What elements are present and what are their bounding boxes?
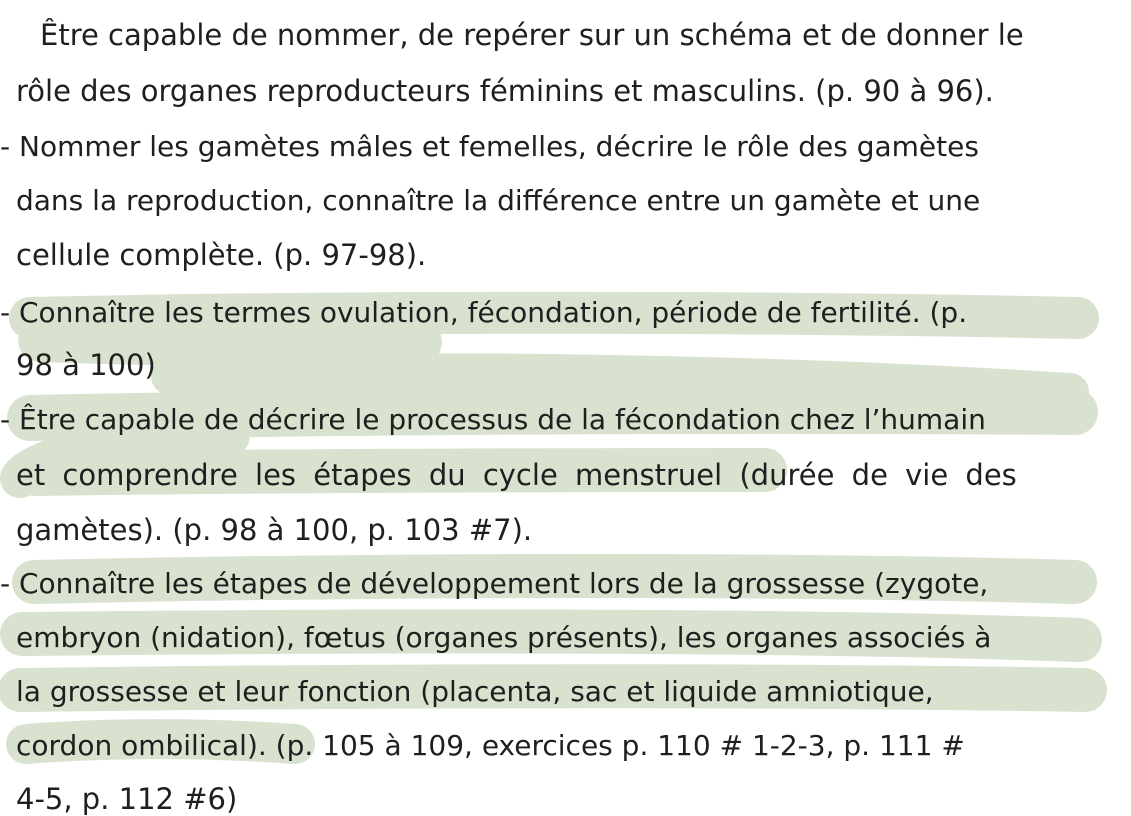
text-line: 98 à 100) [16, 348, 156, 382]
text-line: - Être capable de décrire le processus de la fécondation chez l’humain [0, 403, 986, 436]
text-line: embryon (nidation), fœtus (organes présents), les organes associés à [16, 621, 992, 654]
text-line: cordon ombilical). (p. 105 à 109, exercices p. 110 # 1-2-3, p. 111 # [16, 729, 965, 762]
text-line: la grossesse et leur fonction (placenta, sac et liquide amniotique, [16, 675, 934, 708]
text-line: rôle des organes reproducteurs féminins et masculins. (p. 90 à 96). [16, 74, 994, 108]
text-line: - Connaître les termes ovulation, fécondation, période de fertilité. (p. [0, 296, 968, 329]
text-line: - Nommer les gamètes mâles et femelles, décrire le rôle des gamètes [0, 130, 979, 163]
text-line: gamètes). (p. 98 à 100, p. 103 #7). [16, 513, 533, 547]
text-line: 4-5, p. 112 #6) [16, 782, 238, 816]
text-line: cellule complète. (p. 97-98). [16, 238, 427, 272]
text-line: Être capable de nommer, de repérer sur un schéma et de donner le [40, 18, 1024, 52]
text-line: et comprendre les étapes du cycle menstruel (durée de vie des [16, 458, 1017, 492]
text-line: dans la reproduction, connaître la différence entre un gamète et une [16, 184, 981, 217]
text-line: - Connaître les étapes de développement lors de la grossesse (zygote, [0, 567, 989, 600]
